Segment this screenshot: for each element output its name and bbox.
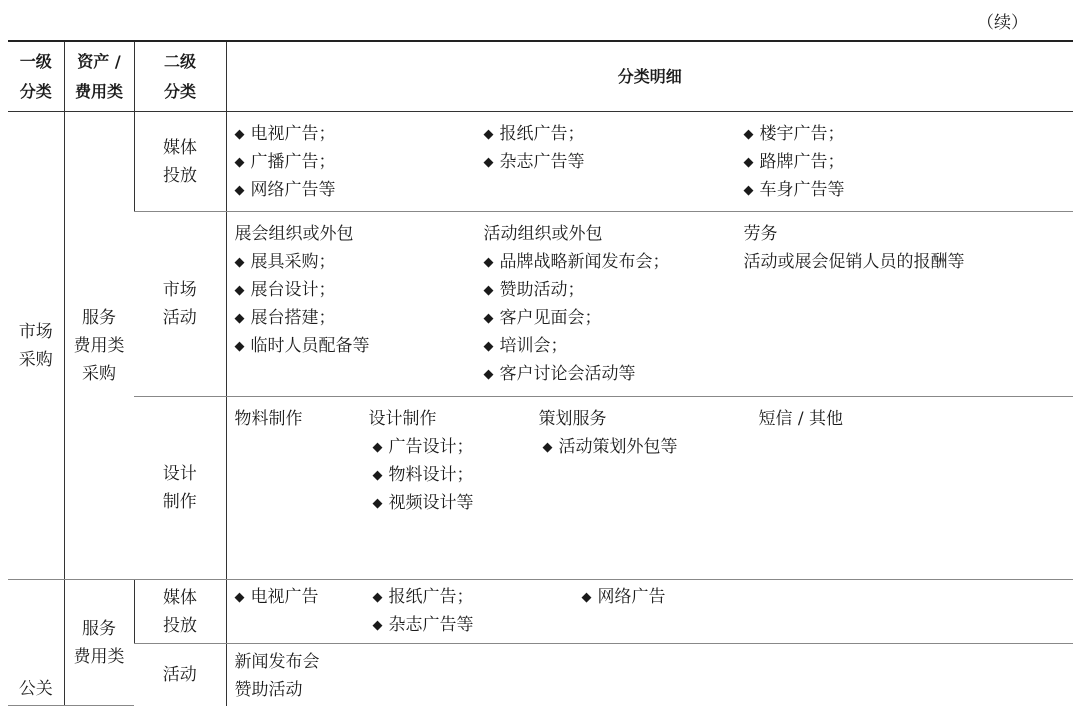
list-item: ◆ 路牌广告； — [744, 148, 845, 178]
table-row — [8, 397, 1073, 580]
list-item: 活动或展会促销人员的报酬等 — [743, 252, 965, 272]
header-level1: 一级 分类 — [8, 41, 64, 112]
list-item: ◆ 赞助活动； — [484, 276, 585, 306]
list-item: ◆ 视频设计等 — [373, 489, 474, 519]
list-item: ◆ 活动策划外包等 — [543, 433, 678, 463]
list-item: ◆ 广告设计； — [373, 433, 474, 463]
level2-media: 媒体 投放 — [134, 112, 226, 212]
list-item: ◆ 品牌战略新闻发布会； — [484, 248, 670, 278]
detail-market-activity — [226, 212, 1073, 397]
level2-pr-media: 媒体 投放 — [134, 580, 226, 644]
list-item: ◆ 楼宇广告； — [744, 120, 845, 150]
list-item: ◆ 客户讨论会活动等 — [484, 360, 636, 390]
list-item: ◆ 物料设计； — [373, 461, 474, 491]
list-item: ◆ 客户见面会； — [484, 304, 602, 334]
detail-market-design — [226, 397, 1073, 580]
group-title: 短信 / 其他 — [758, 409, 844, 429]
list-item: ◆ 电视广告 — [235, 583, 319, 613]
list-item: ◆ 车身广告等 — [744, 176, 845, 206]
list-item: ◆ 广播广告； — [235, 148, 336, 178]
list-item: ◆ 报纸广告； — [373, 583, 474, 613]
asset-market: 服务 费用类 采购 — [64, 112, 134, 580]
header-asset-type: 资产 / 费用类 — [64, 41, 134, 112]
group-title: 展会组织或外包 — [234, 224, 354, 244]
group-title: 活动组织或外包 — [483, 224, 603, 244]
list-item: ◆ 网络广告 — [582, 583, 666, 613]
list-item: ◆ 网络广告等 — [235, 176, 336, 206]
table-row — [8, 212, 1073, 397]
detail-market-media — [226, 112, 1073, 212]
group-title: 劳务 — [743, 224, 778, 244]
list-item: ◆ 培训会； — [484, 332, 568, 362]
list-item: 赞助活动 — [234, 680, 303, 700]
list-item: ◆ 展具采购； — [235, 248, 336, 278]
header-level2: 二级 分类 — [134, 41, 226, 112]
list-item: ◆ 报纸广告； — [484, 120, 585, 150]
level2-design: 设计 制作 — [134, 397, 226, 580]
group-title: 策划服务 — [538, 409, 607, 429]
detail-pr-media — [226, 580, 1073, 644]
continued-label: （续） — [977, 13, 1028, 33]
list-item: 新闻发布会 — [234, 652, 320, 672]
level2-pr-activity: 活动 — [162, 664, 197, 685]
level1-pr: 公关 — [8, 580, 64, 706]
level2-activity: 市场 活动 — [134, 212, 226, 397]
classification-table — [8, 40, 1073, 706]
list-item: ◆ 杂志广告等 — [373, 611, 474, 641]
table-row — [8, 580, 1073, 644]
list-item: ◆ 展台设计； — [235, 276, 336, 306]
group-title: 物料制作 — [234, 409, 303, 429]
list-item: ◆ 展台搭建； — [235, 304, 336, 334]
asset-pr: 服务 费用类 — [64, 580, 134, 706]
table-row — [8, 112, 1073, 212]
group-title: 设计制作 — [368, 409, 437, 429]
list-item: ◆ 杂志广告等 — [484, 148, 585, 178]
list-item: ◆ 电视广告； — [235, 120, 336, 150]
level1-market: 市场 采购 — [8, 112, 64, 580]
table-row — [8, 644, 1073, 706]
detail-pr-activity — [226, 644, 1073, 706]
list-item: ◆ 临时人员配备等 — [235, 332, 370, 362]
header-detail: 分类明细 — [226, 41, 1073, 112]
